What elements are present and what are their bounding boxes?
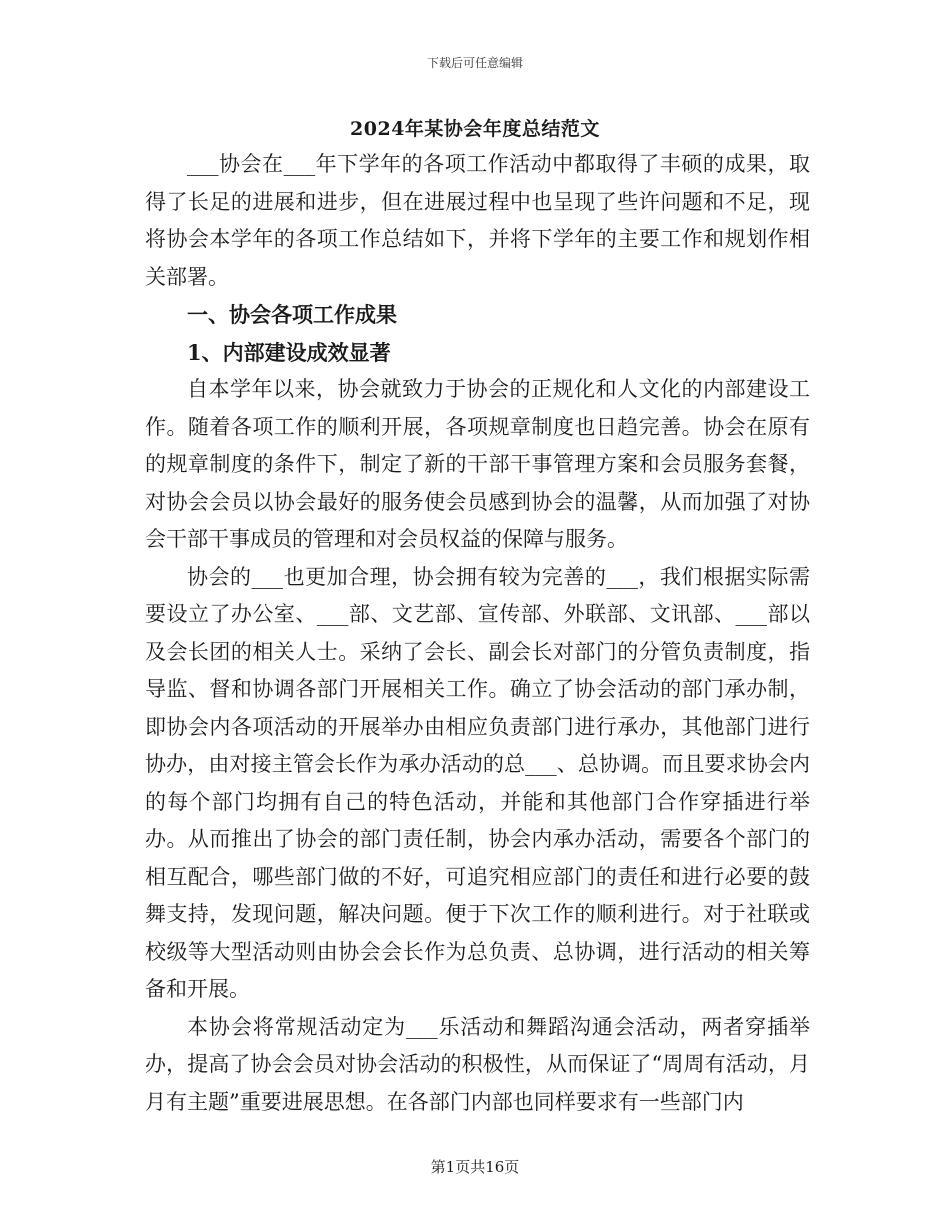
- intro-paragraph: ___协会在___年下学年的各项工作活动中都取得了丰硕的成果，取得了长足的进展和进步，但在进展过程中也呈现了些许问题和不足，现将协会本学年的各项工作总结如下，并将下学年的主要工作和规划作相关部署。: [145, 152, 810, 289]
- body-paragraph-3: 本协会将常规活动定为___乐活动和舞蹈沟通会活动，两者穿插举办，提高了协会会员对协会活动的积极性，从而保证了“周周有活动，月月有主题”重要进展思想。在各部门内部也同样要求有一些部门内: [145, 1014, 810, 1114]
- page-footer: 第1页共16页: [430, 1158, 520, 1176]
- subsection-heading-1: 1、内部建设成效显著: [187, 339, 391, 365]
- document-body: [145, 146, 810, 1121]
- body-paragraph-2: 协会的___也更加合理，协会拥有较为完善的___，我们根据实际需要设立了办公室、___部、文艺部、宣传部、外联部、文讯部、___部以及会长团的相关人士。采纳了会长、副会长对部门的分管负责制度，指导监、督和协调各部门开展相关工作。确立了协会活动的部门承办制，即协会内各项活动的开展举办由相应负责部门进行承办，其他部门进行协办，由对接主管会长作为承办活动的总___、总协调。而且要求协会内的每个部门均拥有自己的特色活动，并能和其他部门合作穿插进行举办。从而推出了协会的部门责任制，协会内承办活动，需要各个部门的相互配合，哪些部门做的不好，可追究相应部门的责任和进行必要的鼓舞支持，发现问题，解决问题。便于下次工作的顺利进行。对于社联或校级等大型活动则由协会会长作为总负责、总协调，进行活动的相关筹备和开展。: [145, 564, 810, 1001]
- document-title: 2024年某协会年度总结范文: [350, 118, 600, 140]
- page-header-note: 下载后可任意编辑: [426, 56, 523, 70]
- section-heading-1: 一、协会各项工作成果: [187, 302, 397, 327]
- body-paragraph-1: 自本学年以来，协会就致力于协会的正规化和人文化的内部建设工作。随着各项工作的顺利开展，各项规章制度也日趋完善。协会在原有的规章制度的条件下，制定了新的干部干事管理方案和会员服务套餐，对协会会员以协会最好的服务使会员感到协会的温馨，从而加强了对协会干部干事成员的管理和对会员权益的保障与服务。: [145, 377, 810, 551]
